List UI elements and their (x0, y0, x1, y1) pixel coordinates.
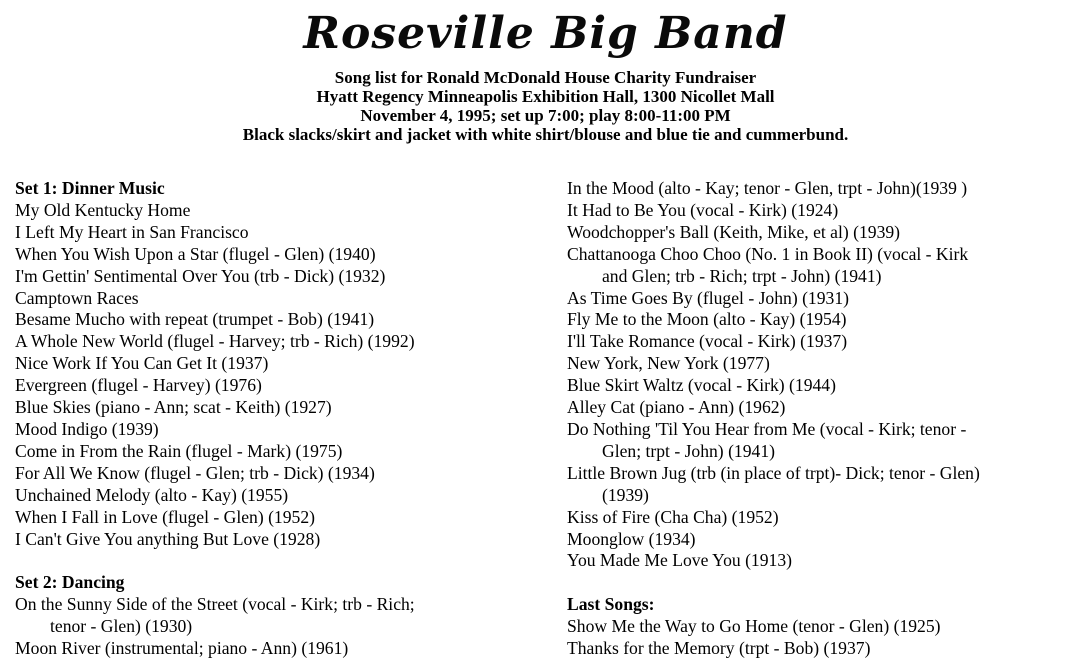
section-spacer (567, 572, 1087, 594)
song-item: When You Wish Upon a Star (flugel - Glen) (1940) (15, 243, 376, 264)
song-item: Unchained Melody (alto - Kay) (1955) (15, 484, 289, 505)
song-item: I Can't Give You anything But Love (1928) (15, 528, 321, 549)
set1-heading: Set 1: Dinner Music (15, 178, 165, 198)
song-line: Little Brown Jug (trb (in place of trpt)- Dick; tenor - Glen) (567, 462, 980, 483)
song-item: For All We Know (flugel - Glen; trb - Dick) (1934) (15, 462, 375, 483)
song-item: It Had to Be You (vocal - Kirk) (1924) (567, 199, 839, 220)
song-item: Nice Work If You Can Get It (1937) (15, 353, 269, 374)
section-spacer (15, 550, 550, 572)
song-item: Fly Me to the Moon (alto - Kay) (1954) (567, 309, 847, 330)
event-line-date-time: November 4, 1995; set up 7:00; play 8:00-11:00 PM (360, 106, 731, 125)
song-line-continued: tenor - Glen) (1930) (50, 616, 193, 637)
song-item (567, 463, 1087, 507)
event-line-venue: Hyatt Regency Minneapolis Exhibition Hall, 1300 Nicollet Mall (316, 87, 775, 106)
event-details (0, 68, 1091, 144)
song-item: Evergreen (flugel - Harvey) (1976) (15, 375, 262, 396)
song-line-continued: Glen; trpt - John) (1941) (602, 440, 775, 461)
song-item: I'll Take Romance (vocal - Kirk) (1937) (567, 331, 848, 352)
song-item (567, 419, 1087, 463)
song-item (15, 594, 550, 638)
song-item: A Whole New World (flugel - Harvey; trb - Rich) (1992) (15, 331, 415, 352)
band-name-title: Roseville Big Band (303, 8, 788, 59)
song-line: On the Sunny Side of the Street (vocal - Kirk; trb - Rich; (15, 594, 415, 615)
song-line: Do Nothing 'Til You Hear from Me (vocal - Kirk; tenor - (567, 418, 967, 439)
song-item: Camptown Races (15, 287, 139, 308)
song-item: Blue Skirt Waltz (vocal - Kirk) (1944) (567, 375, 836, 396)
song-item: I Left My Heart in San Francisco (15, 221, 249, 242)
song-item: Blue Skies (piano - Ann; scat - Keith) (1927) (15, 397, 332, 418)
song-item: When I Fall in Love (flugel - Glen) (1952) (15, 506, 315, 527)
left-column (15, 178, 550, 660)
last-songs-heading: Last Songs: (567, 594, 655, 615)
song-item: Kiss of Fire (Cha Cha) (1952) (567, 506, 779, 527)
song-line-continued: (1939) (602, 484, 649, 505)
song-item: I'm Gettin' Sentimental Over You (trb - Dick) (1932) (15, 265, 386, 286)
song-item: Woodchopper's Ball (Keith, Mike, et al) (1939) (567, 221, 901, 242)
event-line-dress-code: Black slacks/skirt and jacket with white shirt/blouse and blue tie and cummerbund. (242, 125, 849, 144)
song-item: As Time Goes By (flugel - John) (1931) (567, 287, 849, 308)
event-line-purpose: Song list for Ronald McDonald House Charity Fundraiser (334, 68, 757, 87)
song-item: New York, New York (1977) (567, 353, 770, 374)
song-item: Besame Mucho with repeat (trumpet - Bob) (1941) (15, 309, 375, 330)
right-column (567, 178, 1087, 660)
song-item (567, 244, 1087, 288)
song-item: Alley Cat (piano - Ann) (1962) (567, 397, 786, 418)
song-item: Moonglow (1934) (567, 528, 696, 549)
song-line: Chattanooga Choo Choo (No. 1 in Book II) (vocal - Kirk (567, 243, 969, 264)
song-item: Thanks for the Memory (trpt - Bob) (1937) (567, 638, 871, 659)
song-line-continued: and Glen; trb - Rich; trpt - John) (1941) (602, 265, 882, 286)
song-item: Mood Indigo (1939) (15, 418, 159, 439)
song-item: Come in From the Rain (flugel - Mark) (1975) (15, 440, 343, 461)
song-item: In the Mood (alto - Kay; tenor - Glen, trpt - John)(1939 ) (567, 178, 968, 198)
song-item: Moon River (instrumental; piano - Ann) (1961) (15, 638, 349, 659)
song-item: Show Me the Way to Go Home (tenor - Glen) (1925) (567, 616, 941, 637)
song-item: You Made Me Love You (1913) (567, 550, 792, 571)
song-item: My Old Kentucky Home (15, 199, 191, 220)
set2-heading: Set 2: Dancing (15, 572, 125, 593)
